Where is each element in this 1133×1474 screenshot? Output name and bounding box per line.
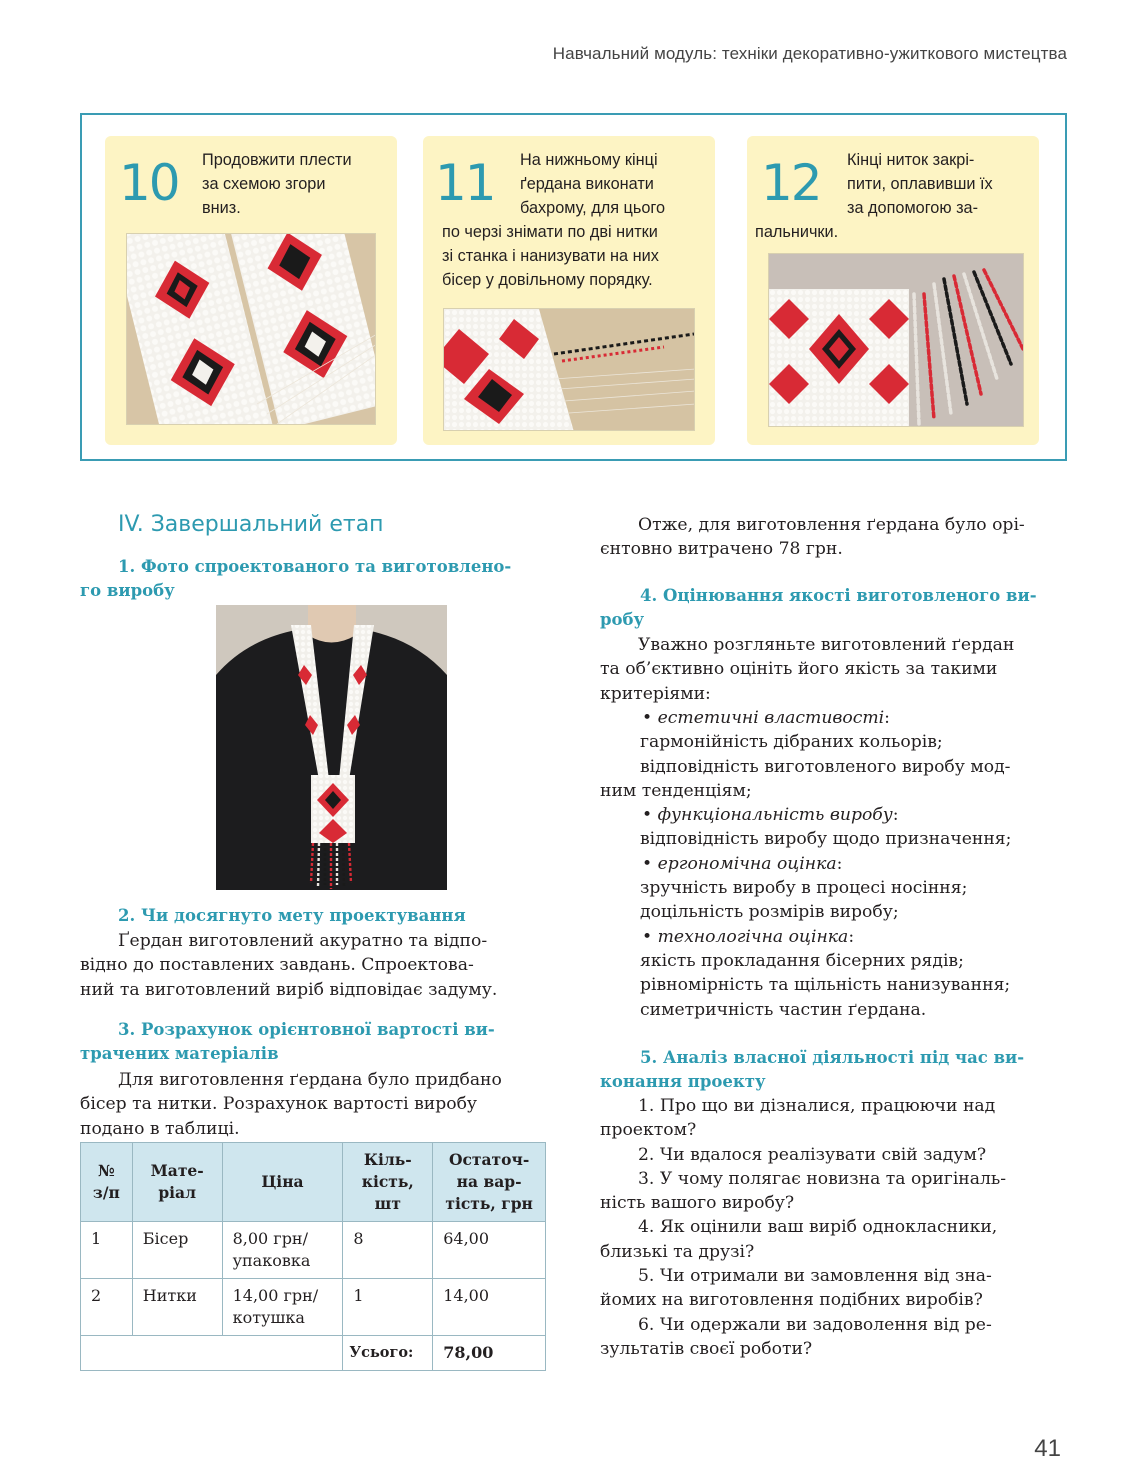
criterion-label: • естетичні властивості: xyxy=(642,708,890,728)
criteria-list xyxy=(600,706,1067,1022)
cell-cost: 64,00 xyxy=(433,1222,546,1279)
criterion-line: зручність виробу в процесі носіння; xyxy=(640,878,968,899)
criterion-label: • технологічна оцінка: xyxy=(642,926,855,947)
step-number: 11 xyxy=(435,154,495,212)
cost-table xyxy=(80,1142,546,1371)
step-text: На нижньому кінці ґердана виконати бахрому, для цього xyxy=(520,151,666,217)
sub3-paragraph: Для виготовлення ґердана було придбано бісер та нитки. Розрахунок вартості виробу подано в таблиці. xyxy=(80,1070,502,1139)
criterion-line: доцільність розмірів виробу; xyxy=(640,902,899,923)
summary-paragraph: Отже, для виготовлення ґердана було орі- єнтовно витрачено 78 грн. xyxy=(600,515,1025,560)
step-12-photo xyxy=(768,253,1024,427)
cell-price: 14,00 грн/ котушка xyxy=(222,1279,343,1336)
criterion-line: відповідність виробу щодо призначення; xyxy=(640,829,1012,850)
criterion-label: • ергономічна оцінка: xyxy=(642,853,843,874)
cell-material: Нитки xyxy=(132,1279,222,1336)
table-row xyxy=(81,1279,546,1336)
header-material: Мате- ріал xyxy=(132,1143,222,1222)
criterion-line: симетричність частин ґердана. xyxy=(640,999,927,1020)
step-number: 12 xyxy=(761,154,821,212)
cell-price: 8,00 грн/ упаковка xyxy=(222,1222,343,1279)
criterion-line: гармонійність дібраних кольорів; xyxy=(640,732,943,753)
header-quantity: Кіль- кість, шт xyxy=(343,1143,433,1222)
step-number: 10 xyxy=(119,154,179,212)
fringe-photo xyxy=(444,309,695,431)
page-number: 41 xyxy=(1034,1435,1061,1462)
step-text-continued: по черзі знімати по дві нитки зі станка і нанизувати на них бісер у довільному порядку. xyxy=(442,223,659,289)
steps-frame xyxy=(80,113,1067,461)
step-card-10 xyxy=(105,136,397,445)
step-10-photo xyxy=(126,233,376,425)
step-text-continued: пальнички. xyxy=(755,223,839,241)
necklace-on-sweater-photo xyxy=(216,605,447,890)
header-cost: Остаточ- на вар- тість, грн xyxy=(433,1143,546,1222)
sub4-intro: Уважно розгляньте виготовлений ґердан та об’єктивно оцініть його якість за такими критеріями: xyxy=(600,635,1015,704)
table-total-row xyxy=(81,1336,546,1371)
cell-material: Бісер xyxy=(132,1222,222,1279)
header-price: Ціна xyxy=(222,1143,343,1222)
subhead-4: 4. Оцінювання якості виготовленого ви- робу xyxy=(600,586,1037,629)
step-card-11 xyxy=(423,136,715,445)
finished-fringe-photo xyxy=(769,254,1024,427)
criterion-line: рівномірність та щільність нанизування; xyxy=(640,975,1011,996)
table-header-row xyxy=(81,1143,546,1222)
cell-qty: 8 xyxy=(343,1222,433,1279)
beaded-strip-photo xyxy=(127,234,376,425)
section-title: IV. Завершальний етап xyxy=(118,512,384,537)
cell-empty xyxy=(81,1336,343,1371)
subhead-5: 5. Аналіз власної діяльності під час ви- конання проекту xyxy=(600,1048,1025,1091)
cell-qty: 1 xyxy=(343,1279,433,1336)
total-value: 78,00 xyxy=(433,1336,546,1371)
total-label: Усього: xyxy=(343,1336,433,1371)
step-card-12 xyxy=(747,136,1039,445)
cell-no: 2 xyxy=(81,1279,133,1336)
criterion-line: ним тенденціям; xyxy=(600,780,752,801)
questions-list: 1. Про що ви дізналися, працюючи над проектом? 2. Чи вдалося реалізувати свій задум? 3. У чому полягає новизна та оригіналь- ність вашого виробу? 4. Як оцінили ваш виріб однокласники, близькі та друзі? 5. Чи отримали ви замовлення від зна- йомих на виготовлення подібних виробів? 6. Чи одержали ви задоволення від ре- зультатів своєї роботи? xyxy=(600,1096,1007,1359)
subhead-3: 3. Розрахунок орієнтовної вартості ви- трачених матеріалів xyxy=(80,1020,495,1063)
step-11-photo xyxy=(443,308,695,431)
running-title: Навчальний модуль: техніки декоративно-ужиткового мистецтва xyxy=(552,44,1067,63)
cell-no: 1 xyxy=(81,1222,133,1279)
sub2-paragraph: Ґердан виготовлений акуратно та відпо- відно до поставлених завдань. Спроектова- ний та виготовлений виріб відповідає задуму. xyxy=(80,931,498,1000)
subhead-1: 1. Фото спроектованого та виготовлено- го виробу xyxy=(80,557,512,600)
necklace-photo xyxy=(216,605,447,890)
table-row xyxy=(81,1222,546,1279)
criterion-label: • функціональність виробу: xyxy=(642,805,899,826)
criterion-line: якість прокладання бісерних рядів; xyxy=(640,950,964,971)
subhead-2: 2. Чи досягнуто мету проектування xyxy=(118,906,466,925)
header-no: № з/п xyxy=(81,1143,133,1222)
cell-cost: 14,00 xyxy=(433,1279,546,1336)
criterion-line: відповідність виготовленого виробу мод- xyxy=(640,756,1011,777)
step-text: Продовжити плести за схемою згори вниз. xyxy=(202,151,352,217)
step-text: Кінці ниток закрі- пити, оплавивши їх за допомогою за- xyxy=(847,151,993,217)
